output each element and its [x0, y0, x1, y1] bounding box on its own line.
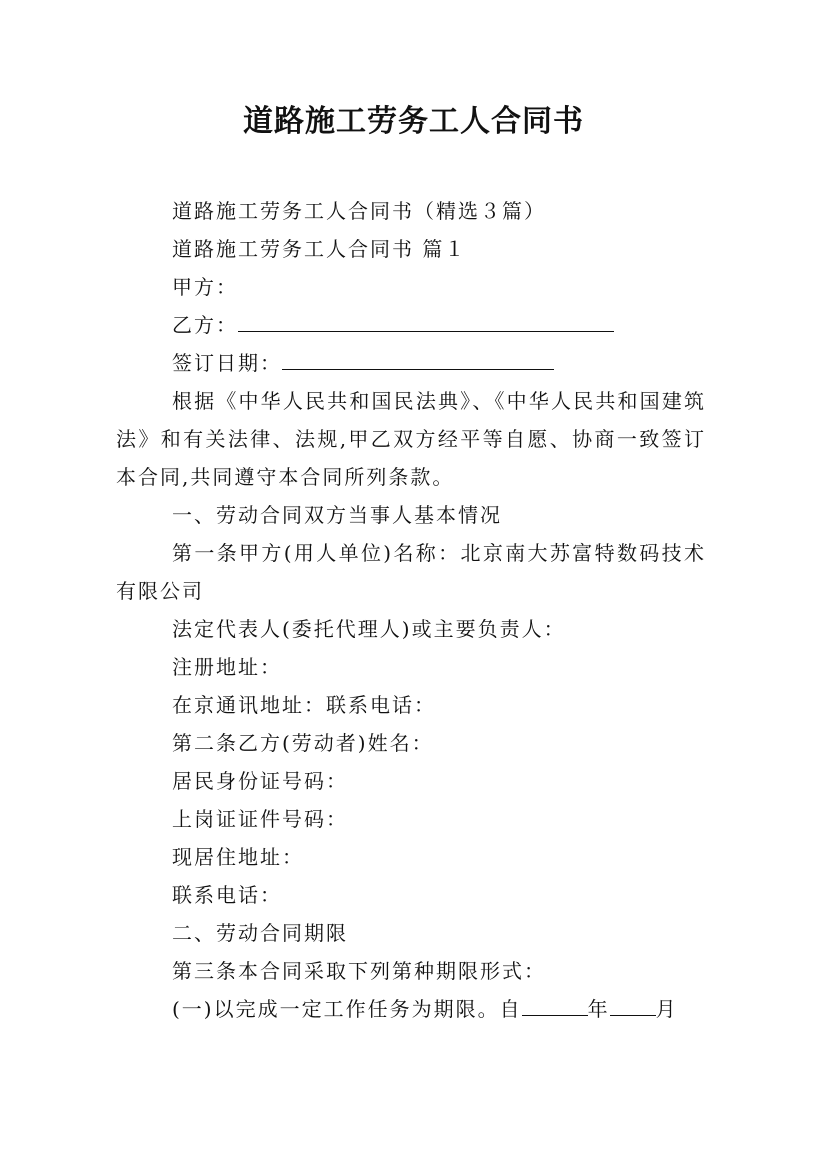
legal-rep-line: 法定代表人(委托代理人)或主要负责人： [172, 617, 566, 641]
sign-date-line [116, 344, 706, 382]
document-title: 道路施工劳务工人合同书 [243, 104, 584, 139]
year-blank [522, 993, 588, 1016]
month-label: 月 [655, 997, 678, 1021]
beijing-address-line: 在京通讯地址：联系电话： [172, 693, 436, 717]
sign-date-label: 签订日期： [172, 351, 282, 375]
certificate-number-line: 上岗证证件号码： [172, 807, 348, 831]
section-heading: 道路施工劳务工人合同书 篇１ [172, 237, 467, 261]
month-blank [610, 993, 656, 1016]
term-form-line [116, 990, 706, 1028]
subtitle-line: 道路施工劳务工人合同书（精选３篇） [172, 199, 546, 223]
party-b-label: 乙方： [172, 313, 238, 337]
phone-line: 联系电话： [172, 883, 282, 907]
article-two-line: 第二条乙方(劳动者)姓名： [172, 731, 434, 755]
term-form-text: (一)以完成一定工作任务为期限。自 [172, 997, 522, 1021]
id-number-line: 居民身份证号码： [172, 769, 348, 793]
document-body [116, 192, 706, 1028]
article-one-paragraph: 第一条甲方(用人单位)名称：北京南大苏富特数码技术有限公司 [116, 541, 706, 603]
preamble-paragraph: 根据《中华人民共和国民法典》、《中华人民共和国建筑法》和有关法律、法规,甲乙双方经平等自愿、协商一致签订本合同,共同遵守本合同所列条款。 [116, 389, 706, 489]
party-a-line: 甲方： [172, 275, 238, 299]
party-b-line [116, 306, 706, 344]
chapter-one-heading: 一、劳动合同双方当事人基本情况 [172, 503, 502, 527]
sign-date-blank [282, 347, 554, 370]
chapter-two-heading: 二、劳动合同期限 [172, 921, 348, 945]
article-three-line: 第三条本合同采取下列第种期限形式： [172, 959, 546, 983]
current-address-line: 现居住地址： [172, 845, 304, 869]
registered-address-line: 注册地址： [172, 655, 282, 679]
year-label: 年 [587, 997, 610, 1021]
party-b-blank [238, 309, 614, 332]
